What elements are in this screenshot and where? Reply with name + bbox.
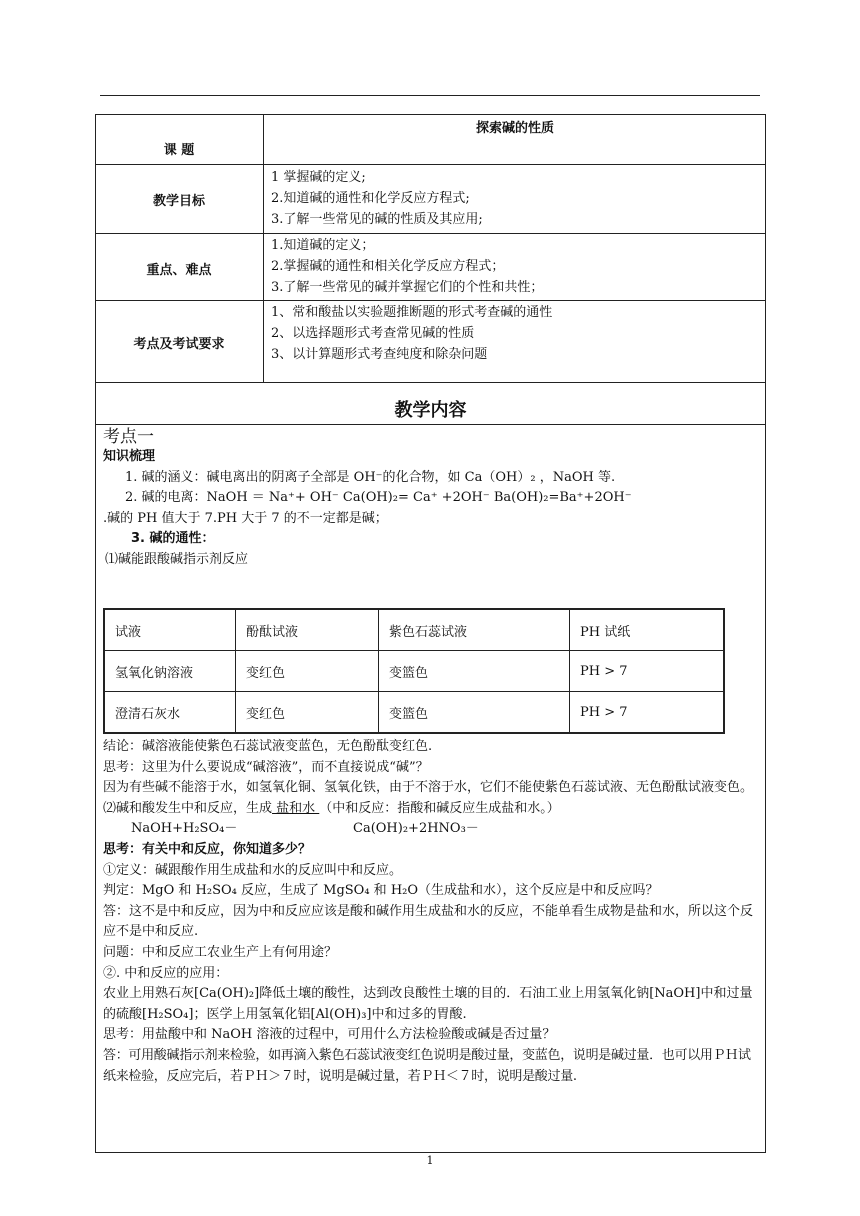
goals-list: [271, 167, 483, 230]
page-number: 1: [426, 1154, 434, 1167]
table-cell: 变红色: [236, 692, 379, 734]
row-divider: [95, 424, 766, 425]
key-list: [271, 235, 543, 298]
table-cell: 试液: [104, 609, 236, 651]
equation-1: NaOH+H₂SO₄－: [131, 821, 238, 837]
application-heading: ②. 中和反应的应用：: [103, 965, 229, 981]
excess-answer: 答：可用酸碱指示剂来检验，如再滴入紫色石蕊试液变红色说明是酸过量，变蓝色，说明是碱过量．也可以用ＰＨ试纸来检验，反应完后，若ＰＨ＞７时，说明是碱过量，若ＰＨ＜７时，说明是酸过量.: [103, 1047, 751, 1084]
property-2-text: ⑵碱和酸发生中和反应，生成: [103, 800, 273, 816]
table-cell: 澄清石灰水: [104, 692, 236, 734]
key-item: 3.了解一些常见的碱并掌握它们的个性和共性；: [271, 280, 544, 295]
usage-question: 问题：中和反应工农业生产上有何用途？: [103, 944, 338, 960]
property-2-blank: 盐和水: [272, 800, 320, 816]
table-cell: PH > 7: [570, 651, 725, 692]
section-heading: 考点一: [103, 427, 154, 447]
column-divider: [263, 114, 264, 382]
goal-item: 1 掌握碱的定义;: [271, 170, 366, 185]
excess-question: 思考：用盐酸中和 NaOH 溶液的过程中，可用什么方法检验酸或碱是否过量？: [103, 1027, 556, 1043]
table-cell: PH > 7: [570, 692, 725, 734]
content-body-2: [103, 737, 761, 1087]
key-item: 1.知道碱的定义；: [271, 238, 375, 253]
table-row: [104, 609, 724, 651]
properties-heading: 3. 碱的通性：: [131, 531, 215, 547]
course-label: 课 题: [163, 143, 195, 158]
judgement: 判定：MgO 和 H₂SO₄ 反应，生成了 MgSO₄ 和 H₂O（生成盐和水），这个反应是中和反应吗？: [103, 883, 659, 899]
row-divider: [95, 233, 766, 234]
content-body: [103, 427, 761, 571]
key-item: 2.掌握碱的通性和相关化学反应方程式；: [271, 259, 505, 274]
goal-item: 2.知道碱的通性和化学反应方程式;: [271, 191, 470, 206]
goal-item: 3.了解一些常见的碱的性质及其应用;: [271, 212, 483, 227]
definition-line: 1. 碱的涵义：碱电离出的阴离子全部是 OH⁻的化合物，如 Ca（OH）₂ ，NaOH 等.: [125, 469, 616, 485]
property-2: [103, 799, 761, 820]
table-row: [104, 692, 724, 734]
table-row: [104, 651, 724, 692]
table-cell: PH 试纸: [570, 609, 725, 651]
neutralization-question: 思考：有关中和反应，你知道多少？: [103, 841, 312, 857]
equation-2: Ca(OH)₂+2HNO₃－: [353, 821, 479, 837]
answer: 因为有些碱不能溶于水，如氢氧化铜、氢氧化铁，由于不溶于水，它们不能使紫色石蕊试液、无色酚酞试液变色。: [103, 780, 754, 796]
equations-line: [103, 819, 761, 840]
conclusion: 结论：碱溶液能使紫色石蕊试液变蓝色，无色酚酞变红色.: [103, 739, 433, 754]
content-heading: 教学内容: [394, 400, 467, 421]
table-cell: 紫色石蕊试液: [379, 609, 570, 651]
goals-label: 教学目标: [152, 194, 205, 209]
ph-line: .碱的 PH 值大于 7.PH 大于 7 的不一定都是碱；: [103, 510, 388, 526]
table-cell: 变篮色: [379, 692, 570, 734]
exam-item: 3、以计算题形式考查纯度和除杂问题: [271, 347, 488, 362]
question: 思考：这里为什么要说成“碱溶液”，而不直接说成“碱”？: [103, 759, 429, 775]
property-2-note: （中和反应：指酸和碱反应生成盐和水。）: [319, 800, 560, 816]
application-text: 农业上用熟石灰[Ca(OH)₂]降低土壤的酸性，达到改良酸性土壤的目的．石油工业上用氢氧化钠[NaOH]中和过量的硫酸[H₂SO₄]；医学上用氢氧化铝[Al(OH)₃]中和过多的胃酸.: [103, 986, 753, 1022]
ionization-line: 2. 碱的电离：NaOH ＝ Na⁺+ OH⁻ Ca(OH)₂= Ca⁺ +2OH⁻ Ba(OH)₂=Ba⁺+2OH⁻: [125, 490, 632, 506]
table-cell: 变红色: [236, 651, 379, 692]
exam-label: 考点及考试要求: [133, 337, 225, 352]
table-cell: 变篮色: [379, 651, 570, 692]
header-rule: [100, 95, 760, 96]
indicator-table: [103, 608, 725, 734]
judgement-answer: 答：这不是中和反应，因为中和反应应该是酸和碱作用生成盐和水的反应，不能单看生成物是盐和水，所以这个反应不是中和反应.: [103, 903, 754, 940]
neutralization-definition: ①定义：碱跟酸作用生成盐和水的反应叫中和反应。: [103, 862, 403, 878]
table-cell: 氢氧化钠溶液: [104, 651, 236, 692]
exam-item: 1、常和酸盐以实验题推断题的形式考查碱的通性: [271, 305, 553, 320]
course-title: 探索碱的性质: [475, 121, 554, 136]
exam-item: 2、以选择题形式考查常见碱的性质: [271, 326, 475, 341]
row-divider: [95, 300, 766, 301]
table-cell: 酚酞试液: [236, 609, 379, 651]
knowledge-heading: 知识梳理: [103, 449, 156, 464]
row-divider: [95, 164, 766, 165]
key-label: 重点、难点: [146, 263, 212, 278]
row-divider: [95, 382, 766, 383]
exam-list: [271, 302, 552, 365]
property-1: ⑴碱能跟酸碱指示剂反应: [105, 551, 249, 567]
